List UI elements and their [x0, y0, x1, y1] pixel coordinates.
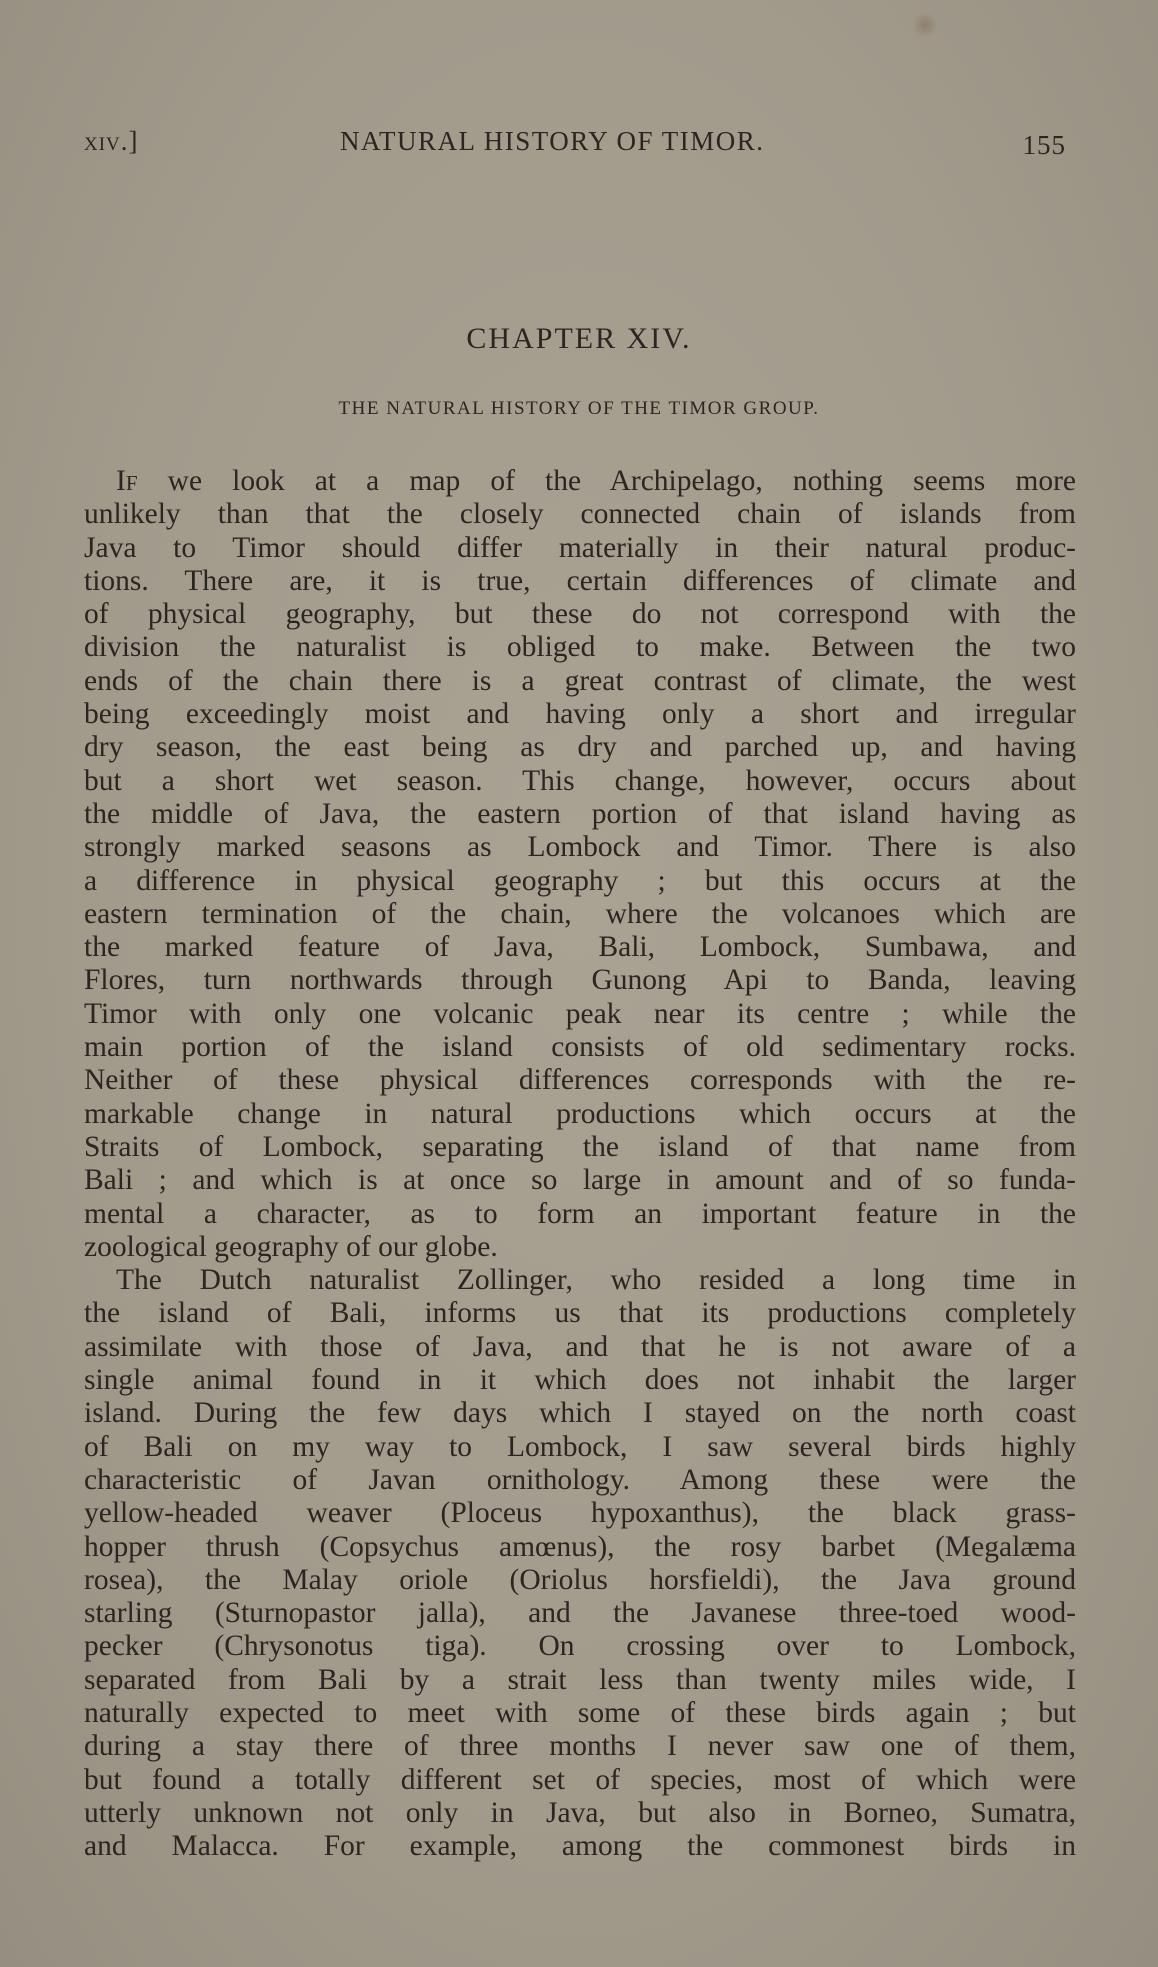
text-line: ends of the chain there is a great contrast of climate, the west — [84, 664, 1076, 697]
text-line: single animal found in it which does not inhabit the larger — [84, 1364, 1076, 1397]
text-line: a difference in physical geography ; but this occurs at the — [84, 864, 1076, 897]
text-line: strongly marked seasons as Lombock and Timor. There is also — [84, 831, 1076, 864]
chapter-heading: CHAPTER XIV. — [466, 322, 692, 355]
page-number: 155 — [1022, 130, 1066, 160]
paragraph-2 — [84, 1264, 1076, 1863]
text-line: but a short wet season. This change, however, occurs about — [84, 764, 1076, 797]
text-line: of Bali on my way to Lombock, I saw several birds highly — [84, 1430, 1076, 1463]
chapter-subtitle: THE NATURAL HISTORY OF THE TIMOR GROUP. — [338, 398, 820, 419]
text-line: pecker (Chrysonotus tiga). On crossing over to Lombock, — [84, 1630, 1076, 1663]
body-text — [84, 465, 1076, 1863]
text-line: Java to Timor should differ materially in their natural produc- — [84, 531, 1076, 564]
text-line: during a stay there of three months I never saw one of them, — [84, 1730, 1076, 1763]
running-head — [84, 126, 1074, 166]
text-line: Timor with only one volcanic peak near its centre ; while the — [84, 997, 1076, 1030]
text-line: but found a totally different set of species, most of which were — [84, 1763, 1076, 1796]
text-line: of physical geography, but these do not correspond with the — [84, 598, 1076, 631]
initial-word: If — [116, 465, 138, 497]
running-title: NATURAL HISTORY OF TIMOR. — [340, 126, 765, 156]
text-line: tions. There are, it is true, certain differences of climate and — [84, 564, 1076, 597]
text-line: Bali ; and which is at once so large in amount and of so funda- — [84, 1164, 1076, 1197]
text-line: eastern termination of the chain, where the volcanoes which are — [84, 897, 1076, 930]
paragraph-1 — [84, 465, 1076, 1264]
text-line: and Malacca. For example, among the commonest birds in — [84, 1830, 1076, 1863]
text-line: naturally expected to meet with some of these birds again ; but — [84, 1696, 1076, 1729]
text-line: rosea), the Malay oriole (Oriolus horsfieldi), the Java ground — [84, 1563, 1076, 1596]
text-line: division the naturalist is obliged to make. Between the two — [84, 631, 1076, 664]
chapter-reference: xiv.] — [84, 126, 139, 156]
text-line: markable change in natural productions which occurs at the — [84, 1097, 1076, 1130]
text-line: Straits of Lombock, separating the island of that name from — [84, 1130, 1076, 1163]
text-line: Flores, turn northwards through Gunong Api to Banda, leaving — [84, 964, 1076, 997]
text-line: dry season, the east being as dry and parched up, and having — [84, 731, 1076, 764]
text-line: hopper thrush (Copsychus amœnus), the rosy barbet (Megalæma — [84, 1530, 1076, 1563]
text-line: yellow-headed weaver (Ploceus hypoxanthus), the black grass- — [84, 1497, 1076, 1530]
text-line: island. During the few days which I stayed on the north coast — [84, 1397, 1076, 1430]
text-line: The Dutch naturalist Zollinger, who resided a long time in — [116, 1264, 1076, 1297]
text-line: characteristic of Javan ornithology. Among these were the — [84, 1463, 1076, 1496]
text-line: main portion of the island consists of old sedimentary rocks. — [84, 1031, 1076, 1064]
text-line: being exceedingly moist and having only a short and irregular — [84, 698, 1076, 731]
text-line: zoological geography of our globe. — [84, 1230, 498, 1263]
text-line: the middle of Java, the eastern portion of that island having as — [84, 797, 1076, 830]
page-stain — [914, 10, 936, 40]
text-line: utterly unknown not only in Java, but also in Borneo, Sumatra, — [84, 1796, 1076, 1829]
text-line: assimilate with those of Java, and that he is not aware of a — [84, 1330, 1076, 1363]
text-line — [84, 465, 1076, 498]
text-line: starling (Sturnopastor jalla), and the Javanese three-toed wood- — [84, 1597, 1076, 1630]
text-line: separated from Bali by a strait less than twenty miles wide, I — [84, 1663, 1076, 1696]
text-line: unlikely than that the closely connected chain of islands from — [84, 498, 1076, 531]
text-line: the marked feature of Java, Bali, Lombock, Sumbawa, and — [84, 931, 1076, 964]
text-line: mental a character, as to form an important feature in the — [84, 1197, 1076, 1230]
text-line: the island of Bali, informs us that its productions completely — [84, 1297, 1076, 1330]
text-line: Neither of these physical differences corresponds with the re- — [84, 1064, 1076, 1097]
text-line-content: we look at a map of the Archipelago, nothing seems more — [167, 465, 1077, 497]
